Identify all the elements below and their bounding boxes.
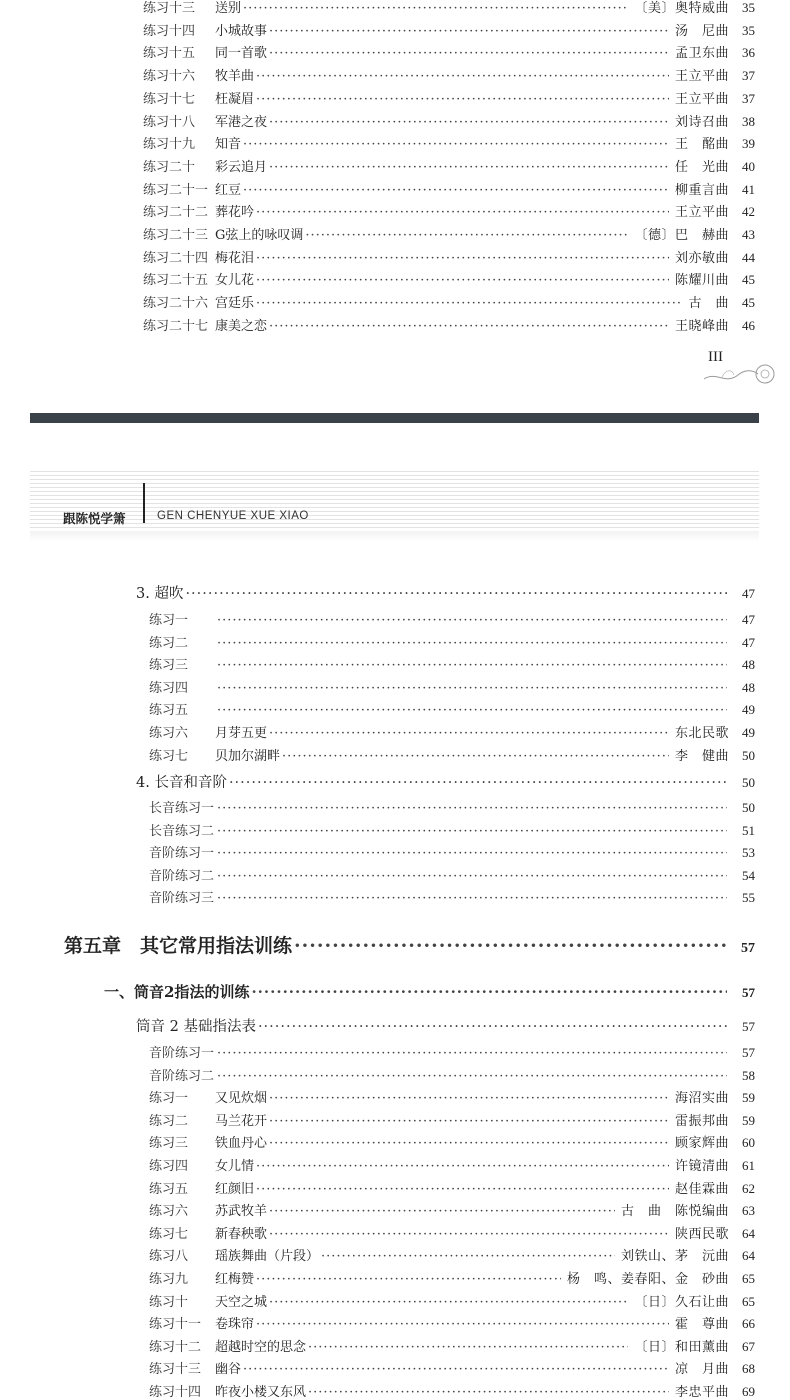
entry-page-number: 47 [742, 634, 755, 650]
toc-heading[interactable] [64, 931, 755, 958]
entry-composer: 陕西民歌 [674, 1226, 729, 1242]
dot-leader [217, 636, 727, 651]
entry-title: 康美之恋 [215, 318, 268, 334]
entry-composer: 王立平曲 [674, 205, 729, 221]
entry-label: 练习十三 [143, 1, 196, 16]
entry-page-number: 50 [742, 747, 755, 763]
heading-title: 4. 长音和音阶 [136, 775, 227, 791]
entry-title: 新春秧歌 [215, 1226, 268, 1242]
entry-page-number: 67 [742, 1338, 755, 1354]
entry-page-number: 48 [742, 657, 755, 673]
entry-label: 长音练习一 [149, 801, 215, 816]
entry-title: G弦上的咏叹调 [215, 228, 304, 243]
entry-composer: 顾家辉曲 [674, 1136, 729, 1152]
entry-title: 天空之城 [215, 1294, 268, 1310]
heading-page-number: 57 [741, 941, 755, 956]
dot-leader [308, 1340, 628, 1355]
entry-label: 练习十一 [149, 1317, 202, 1333]
dot-leader [217, 613, 727, 628]
toc-entry[interactable] [143, 20, 755, 39]
page-number: III [708, 349, 723, 365]
entry-title: 送别 [215, 1, 242, 16]
toc-entry[interactable] [143, 156, 755, 175]
entry-title: 苏武牧羊 [215, 1204, 268, 1220]
entry-page-number: 58 [742, 1067, 755, 1083]
toc-page-top [30, 0, 759, 413]
right-margin [759, 0, 789, 1394]
entry-composer: 王立平曲 [674, 91, 729, 107]
dot-leader [305, 228, 628, 243]
entry-title: 昨夜小楼又东风 [215, 1385, 307, 1400]
entry-page-number: 63 [742, 1203, 755, 1219]
dot-leader [269, 115, 669, 130]
entry-label: 练习十九 [143, 137, 196, 153]
toc-entry[interactable] [149, 609, 755, 628]
dot-leader [217, 801, 727, 816]
dot-leader [217, 891, 727, 906]
entry-page-number: 45 [742, 272, 755, 288]
toc-heading[interactable] [136, 771, 755, 792]
dot-leader [256, 273, 669, 288]
entry-page-number: 50 [742, 800, 755, 815]
dot-leader [269, 24, 669, 39]
toc-entry[interactable] [149, 1110, 755, 1129]
toc-entry[interactable] [143, 65, 755, 84]
toc-entry[interactable] [149, 887, 755, 906]
entry-composer: 〔美〕奥特威曲 [634, 1, 729, 16]
entry-label: 音阶练习二 [149, 1068, 215, 1084]
entry-page-number: 37 [742, 68, 755, 84]
entry-page-number: 60 [742, 1135, 755, 1151]
entry-title: 牧羊曲 [215, 69, 255, 85]
entry-label: 练习一 [149, 613, 189, 628]
entry-title: 贝加尔湖畔 [215, 748, 281, 764]
entry-title: 瑶族舞曲（片段） [215, 1249, 320, 1265]
toc-entry[interactable] [149, 632, 755, 651]
dot-leader [217, 703, 727, 718]
toc-heading[interactable] [136, 582, 755, 603]
header-separator [143, 483, 145, 523]
entry-label: 练习十六 [143, 69, 196, 85]
entry-label: 练习三 [149, 1136, 189, 1152]
entry-label: 音阶练习三 [149, 891, 215, 907]
entry-composer: 刘铁山、茅 沅曲 [620, 1249, 729, 1265]
entry-label: 练习二十一 [143, 182, 209, 198]
dot-leader [256, 1182, 669, 1197]
dot-leader [269, 1136, 669, 1151]
toc-entry[interactable] [143, 315, 755, 334]
entry-label: 练习四 [149, 1159, 189, 1174]
toc-entry[interactable] [149, 1381, 755, 1400]
entry-label: 音阶练习一 [149, 846, 215, 862]
entry-page-number: 43 [742, 227, 755, 242]
entry-title: 马兰花开 [215, 1113, 268, 1129]
entry-composer: 凉 月曲 [674, 1362, 729, 1378]
entry-label: 音阶练习一 [149, 1046, 215, 1061]
dot-leader [217, 681, 727, 696]
entry-label: 练习九 [149, 1272, 189, 1287]
entry-label: 练习十二 [149, 1339, 202, 1355]
entry-page-number: 59 [742, 1090, 755, 1106]
entry-page-number: 48 [742, 679, 755, 695]
dot-leader [185, 586, 727, 602]
entry-label: 练习二十七 [143, 318, 209, 334]
entry-label: 练习三 [149, 658, 189, 674]
entry-composer: 任 光曲 [674, 159, 729, 175]
dot-leader [294, 935, 727, 957]
entry-composer: 李 健曲 [674, 748, 729, 764]
entry-title: 同一首歌 [215, 46, 268, 62]
entry-page-number: 39 [742, 136, 755, 152]
entry-label: 练习二十 [143, 159, 196, 175]
toc-entry[interactable] [143, 133, 755, 152]
entry-label: 练习十八 [143, 114, 196, 130]
entry-title: 红梅赞 [215, 1272, 255, 1287]
entry-label: 练习十四 [149, 1385, 202, 1400]
entry-page-number: 35 [742, 0, 755, 15]
entry-composer: 孟卫东曲 [674, 46, 729, 62]
entry-label: 练习五 [149, 703, 189, 719]
dot-leader [269, 319, 669, 334]
entry-title: 红颜旧 [215, 1181, 255, 1197]
entry-label: 练习二十二 [143, 205, 209, 221]
entry-title: 知音 [215, 137, 242, 153]
entry-composer: 柳重言曲 [674, 182, 729, 198]
dot-leader [256, 69, 669, 84]
toc-entry[interactable] [143, 201, 755, 220]
entry-page-number: 62 [742, 1180, 755, 1196]
entry-composer: 陈耀川曲 [674, 273, 729, 289]
heading-page-number: 57 [742, 985, 755, 1000]
entry-label: 练习一 [149, 1091, 189, 1107]
entry-composer: 刘诗召曲 [674, 114, 729, 130]
heading-title: 第五章 其它常用指法训练 [64, 935, 293, 957]
entry-title: 小城故事 [215, 23, 268, 39]
entry-title: 女儿情 [215, 1159, 255, 1174]
entry-label: 音阶练习二 [149, 868, 215, 884]
running-header-title: 跟陈悦学箫 [63, 511, 126, 526]
toc-entry[interactable] [149, 1132, 755, 1151]
toc-entry[interactable] [149, 1065, 755, 1084]
dot-leader [321, 1249, 615, 1264]
toc-entry[interactable] [149, 842, 755, 861]
header-shadow [30, 531, 759, 541]
entry-composer: 王立平曲 [674, 69, 729, 85]
dot-leader [256, 92, 669, 107]
entry-label: 练习十 [149, 1294, 189, 1310]
entry-page-number: 38 [742, 113, 755, 129]
toc-entry[interactable] [149, 1155, 755, 1174]
entry-label: 练习十三 [149, 1362, 202, 1378]
toc-page-bottom [30, 423, 759, 1400]
entry-page-number: 51 [742, 822, 755, 838]
entry-composer: 东北民歌 [674, 726, 729, 741]
toc-entry[interactable] [149, 865, 755, 884]
entry-page-number: 61 [742, 1158, 755, 1173]
entry-label: 练习七 [149, 1226, 189, 1242]
entry-composer: 雷振邦曲 [674, 1113, 729, 1129]
toc-entry[interactable] [149, 1358, 755, 1377]
dot-leader [269, 46, 669, 61]
entry-page-number: 45 [742, 295, 755, 311]
entry-title: 超越时空的思念 [215, 1339, 307, 1355]
toc-entry[interactable] [149, 1291, 755, 1310]
dot-leader [243, 137, 669, 152]
dot-leader [256, 296, 682, 311]
entry-page-number: 59 [742, 1112, 755, 1128]
entry-label: 练习十四 [143, 23, 196, 39]
entry-composer: 古 曲 陈悦编曲 [620, 1204, 729, 1220]
entry-label: 练习十七 [143, 91, 196, 107]
heading-page-number: 57 [742, 1019, 755, 1034]
entry-label: 练习二十六 [143, 296, 209, 312]
entry-label: 练习五 [149, 1181, 189, 1197]
dot-leader [243, 183, 669, 198]
entry-title: 红豆 [215, 182, 242, 198]
dot-leader [256, 1159, 669, 1174]
entry-composer: 李忠平曲 [674, 1385, 729, 1400]
entry-page-number: 49 [742, 702, 755, 718]
dot-leader [229, 775, 727, 791]
entry-composer: 赵佳霖曲 [674, 1181, 729, 1197]
dot-leader [269, 1114, 669, 1129]
entry-title: 女儿花 [215, 273, 255, 289]
toc-entry[interactable] [143, 292, 755, 311]
dot-leader [217, 1046, 727, 1061]
entry-label: 练习四 [149, 680, 189, 696]
entry-title: 梅花泪 [215, 250, 255, 266]
dot-leader [217, 824, 727, 839]
toc-entry[interactable] [149, 1087, 755, 1106]
dot-leader [217, 1069, 727, 1084]
entry-title: 卷珠帘 [215, 1317, 255, 1333]
heading-title: 筒音 2 基础指法表 [136, 1019, 256, 1035]
toc-entry[interactable] [143, 42, 755, 61]
entry-page-number: 44 [742, 249, 755, 265]
entry-composer: 霍 尊曲 [674, 1317, 729, 1333]
dot-leader [243, 1, 628, 16]
heading-title: 一、筒音2指法的训练 [104, 983, 250, 1001]
entry-page-number: 64 [742, 1248, 755, 1264]
flourish-ornament-icon [702, 357, 776, 387]
toc-entry[interactable] [143, 269, 755, 288]
toc-entry[interactable] [149, 722, 755, 741]
toc-entry[interactable] [149, 1245, 755, 1264]
entry-label: 练习二 [149, 1113, 189, 1129]
entry-page-number: 42 [742, 204, 755, 220]
entry-composer: 汤 尼曲 [674, 23, 729, 39]
entry-title: 军港之夜 [215, 114, 268, 130]
dot-leader [308, 1385, 669, 1400]
dot-leader [251, 983, 727, 1001]
entry-label: 练习六 [149, 726, 189, 741]
dot-leader [258, 1019, 727, 1035]
toc-entry[interactable] [149, 797, 755, 816]
toc-entry[interactable] [149, 1268, 755, 1287]
entry-page-number: 65 [742, 1293, 755, 1309]
dot-leader [269, 1227, 669, 1242]
toc-entry[interactable] [143, 247, 755, 266]
toc-entry[interactable] [143, 111, 755, 130]
left-margin [0, 0, 30, 1394]
toc-entry[interactable] [149, 1336, 755, 1355]
entry-composer: 〔日〕和田薰曲 [634, 1339, 729, 1355]
entry-label: 练习二十五 [143, 273, 209, 289]
entry-title: 葬花吟 [215, 205, 255, 221]
toc-entry[interactable] [149, 1178, 755, 1197]
entry-page-number: 66 [742, 1316, 755, 1332]
toc-entry[interactable] [149, 699, 755, 718]
entry-label: 练习十五 [143, 46, 196, 62]
dot-leader [256, 1272, 561, 1287]
entry-title: 幽谷 [215, 1362, 242, 1378]
dot-leader [217, 846, 727, 861]
entry-composer: 古 曲 [688, 296, 729, 312]
entry-label: 练习二十四 [143, 250, 209, 266]
entry-composer: 海沼实曲 [674, 1091, 729, 1107]
heading-title: 3. 超吹 [136, 586, 184, 602]
dot-leader [282, 749, 669, 764]
dot-leader [269, 726, 669, 741]
toc-entry[interactable] [143, 88, 755, 107]
entry-title: 月芽五更 [215, 726, 268, 741]
dot-leader [269, 160, 669, 175]
entry-composer: 王晓峰曲 [674, 318, 729, 334]
entry-title: 枉凝眉 [215, 91, 255, 107]
entry-composer: 杨 鸣、姜春阳、金 砂曲 [566, 1272, 729, 1287]
entry-composer: 刘亦敏曲 [674, 250, 729, 266]
toc-heading[interactable] [136, 1015, 755, 1036]
entry-page-number: 49 [742, 725, 755, 740]
entry-page-number: 55 [742, 890, 755, 906]
dot-leader [243, 1362, 669, 1377]
toc-entry[interactable] [149, 745, 755, 764]
entry-label: 练习六 [149, 1204, 189, 1220]
toc-entry[interactable] [149, 1042, 755, 1061]
dot-leader [217, 869, 727, 884]
toc-entry[interactable] [143, 0, 755, 16]
dot-leader [217, 658, 727, 673]
entry-label: 练习二 [149, 635, 189, 651]
entry-label: 练习七 [149, 748, 189, 764]
entry-title: 又见炊烟 [215, 1091, 268, 1107]
entry-page-number: 41 [742, 181, 755, 197]
entry-page-number: 46 [742, 317, 755, 333]
entry-composer: 许镜清曲 [674, 1159, 729, 1174]
entry-title: 铁血丹心 [215, 1136, 268, 1152]
entry-page-number: 47 [742, 612, 755, 627]
dot-leader [269, 1091, 669, 1106]
dot-leader [256, 1317, 669, 1332]
heading-page-number: 50 [742, 775, 755, 790]
heading-page-number: 47 [742, 586, 755, 601]
toc-heading[interactable] [104, 981, 755, 1002]
toc-entry[interactable] [143, 179, 755, 198]
entry-page-number: 53 [742, 845, 755, 861]
entry-page-number: 68 [742, 1361, 755, 1377]
entry-page-number: 36 [742, 45, 755, 61]
dot-leader [269, 1295, 628, 1310]
entry-title: 彩云追月 [215, 159, 268, 175]
entry-page-number: 57 [742, 1045, 755, 1060]
entry-page-number: 35 [742, 22, 755, 38]
toc-entry[interactable] [149, 1223, 755, 1242]
toc-entry[interactable] [149, 1313, 755, 1332]
page-divider [30, 413, 759, 423]
entry-label: 练习二十三 [143, 228, 209, 243]
toc-entry[interactable] [149, 1200, 755, 1219]
entry-title: 宫廷乐 [215, 296, 255, 312]
entry-label: 长音练习二 [149, 823, 215, 839]
entry-page-number: 69 [742, 1384, 755, 1399]
toc-entry[interactable] [149, 820, 755, 839]
entry-page-number: 64 [742, 1225, 755, 1241]
entry-page-number: 65 [742, 1271, 755, 1286]
dot-leader [256, 205, 669, 220]
toc-entry[interactable] [149, 654, 755, 673]
toc-entry[interactable] [143, 224, 755, 243]
dot-leader [269, 1204, 615, 1219]
entry-page-number: 40 [742, 158, 755, 174]
entry-composer: 王 酩曲 [674, 137, 729, 153]
entry-page-number: 54 [742, 867, 755, 883]
toc-entry[interactable] [149, 677, 755, 696]
entry-label: 练习八 [149, 1249, 189, 1265]
dot-leader [256, 251, 669, 266]
entry-page-number: 37 [742, 90, 755, 106]
running-header-subtitle: GEN CHENYUE XUE XIAO [157, 510, 309, 522]
entry-composer: 〔德〕巴 赫曲 [634, 228, 729, 243]
entry-composer: 〔日〕久石让曲 [634, 1294, 729, 1310]
